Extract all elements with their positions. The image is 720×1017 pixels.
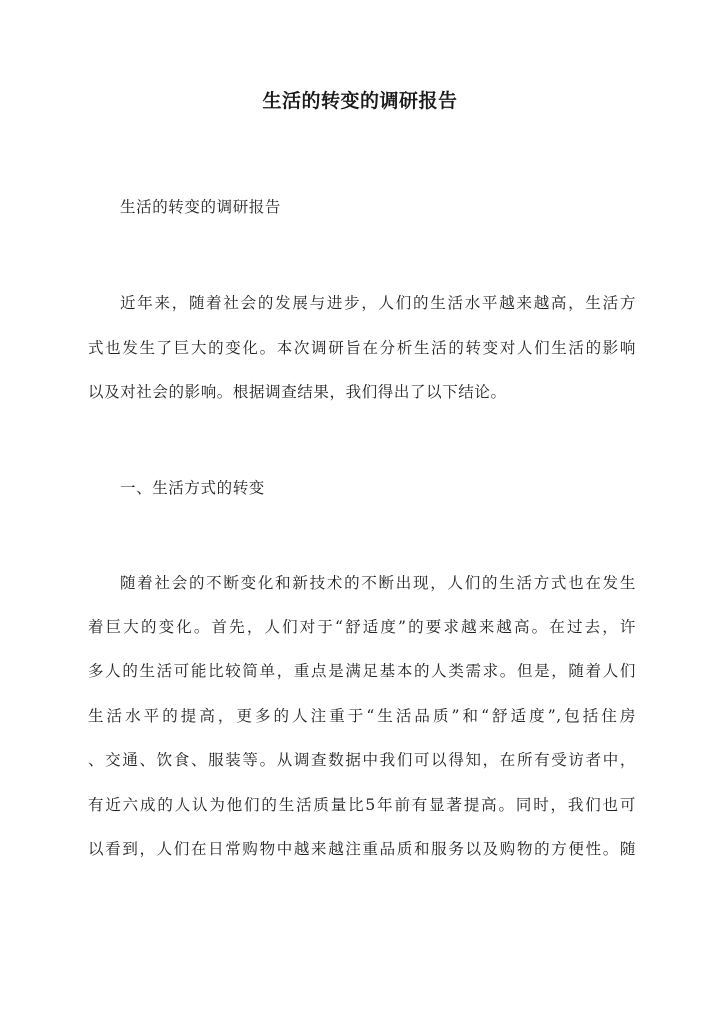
section1-line-4: 生活水平的提高，更多的人注重于“生活品质”和“舒适度”,包括住房 xyxy=(88,707,636,725)
document-subtitle: 生活的转变的调研报告 xyxy=(120,198,282,216)
section1-line-5: 、交通、饮食、服装等。从调查数据中我们可以得知，在所有受访者中， xyxy=(88,751,636,769)
document-title: 生活的转变的调研报告 xyxy=(262,90,458,112)
intro-line-3: 以及对社会的影响。根据调查结果，我们得出了以下结论。 xyxy=(88,383,507,401)
intro-line-1: 近年来，随着社会的发展与进步，人们的生活水平越来越高，生活方 xyxy=(120,294,636,312)
intro-line-2: 式也发生了巨大的变化。本次调研旨在分析生活的转变对人们生活的影响 xyxy=(88,339,636,357)
section1-line-3: 多人的生活可能比较简单，重点是满足基本的人类需求。但是，随着人们 xyxy=(88,662,636,680)
section1-line-1: 随着社会的不断变化和新技术的不断出现，人们的生活方式也在发生 xyxy=(120,574,636,592)
section1-heading: 一、生活方式的转变 xyxy=(120,479,265,497)
section1-line-2: 着巨大的变化。首先，人们对于“舒适度”的要求越来越高。在过去，许 xyxy=(88,618,636,636)
section1-line-6: 有近六成的人认为他们的生活质量比5年前有显著提高。同时，我们也可 xyxy=(88,796,636,814)
section1-line-7: 以看到，人们在日常购物中越来越注重品质和服务以及购物的方便性。随 xyxy=(88,840,636,858)
